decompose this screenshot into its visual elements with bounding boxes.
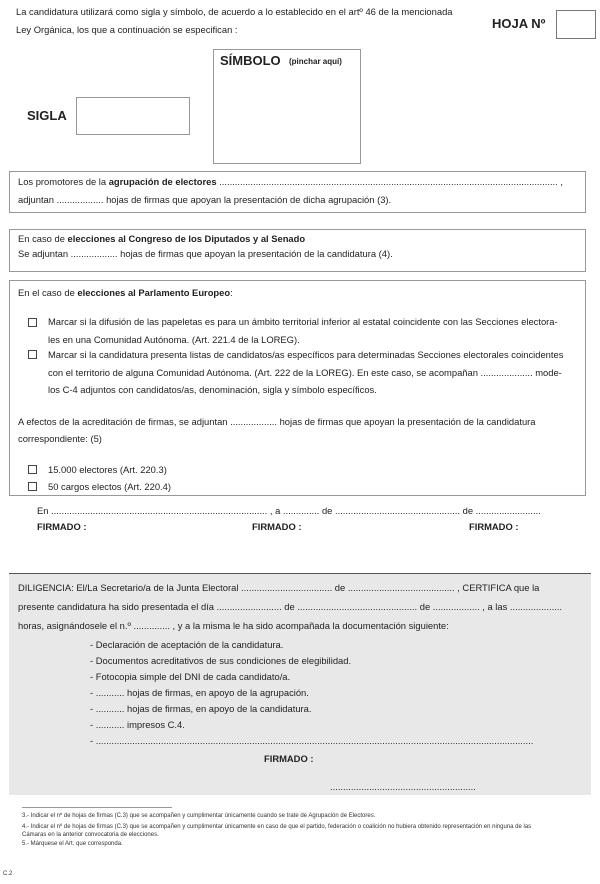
checkbox-listas-especificas[interactable]: [28, 350, 37, 359]
check1-line-2: les en una Comunidad Autónoma. (Art. 221.4 de la LOREG).: [48, 334, 300, 345]
simbolo-label: SÍMBOLO: [220, 53, 281, 68]
diligencia-line-1: DILIGENCIA: El/La Secretario/a de la Junta Electoral ................................... de ......................................... , CERTIFICA que la: [18, 582, 540, 593]
firmado-1: FIRMADO :: [37, 521, 87, 532]
hoja-label: HOJA Nº: [492, 16, 546, 31]
opt2-label: 50 cargos electos (Art. 220.4): [48, 481, 171, 492]
diligencia-firma-line: ........................................................: [330, 781, 476, 792]
opt1-label: 15.000 electores (Art. 220.3): [48, 464, 167, 475]
firmado-3: FIRMADO :: [469, 521, 519, 532]
firmas-line-1: A efectos de la acreditación de firmas, se adjuntan .................. hojas de firmas que apoyan la presentación de la candidatura: [18, 416, 536, 427]
doc-item: - Declaración de aceptación de la candidatura.: [90, 639, 284, 650]
footnote-divider: [22, 807, 172, 808]
sigla-label: SIGLA: [27, 108, 67, 123]
hoja-number-field[interactable]: [556, 10, 596, 39]
congreso-line-1: En caso de elecciones al Congreso de los Diputados y al Senado: [18, 233, 306, 244]
check2-line-1: Marcar si la candidatura presenta listas de candidatos/as específicos para determinadas Secciones electorales coincidentes: [48, 349, 564, 360]
europeo-title: En el caso de elecciones al Parlamento Europeo:: [18, 287, 233, 298]
check1-line-1: Marcar si la difusión de las papeletas es para un ámbito territorial inferior al estatal coincidente con las Secciones electora-: [48, 316, 558, 327]
footnote-5: 5.- Márquese el Art. que corresponda.: [22, 841, 123, 847]
diligencia-line-2: presente candidatura ha sido presentada el día ......................... de .............................................. de .................. , a las ....................: [18, 601, 562, 612]
diligencia-line-3: horas, asignándosele el n.º .............. , y a la misma le ha sido acompañada la documentación siguiente:: [18, 620, 449, 631]
simbolo-image-field[interactable]: [213, 49, 361, 164]
doc-item: - Fotocopia simple del DNI de cada candidato/a.: [90, 671, 291, 682]
check2-line-2: con el territorio de alguna Comunidad Autónoma. (Art. 222 de la LOREG). En este caso, se acompañan .................... mode-: [48, 367, 562, 378]
footnote-3: 3.- Indicar el nº de hojas de firmas (C.3) que se acompañen y cumplimentar únicamente cuando se trate de Agrupación de Electores.: [22, 813, 376, 819]
doc-item: - ........... hojas de firmas, en apoyo de la agrupación.: [90, 687, 309, 698]
agrupacion-line-2: adjuntan .................. hojas de firmas que apoyan la presentación de dicha agrupación (3).: [18, 194, 392, 205]
agrupacion-line-1: Los promotores de la agrupación de electores .................................................................................................................................. ,: [18, 176, 563, 187]
doc-item: - ........... impresos C.4.: [90, 719, 185, 730]
check2-line-3: los C-4 adjuntos con candidatos/as, denominación, sigla y símbolo específicos.: [48, 384, 377, 395]
checkbox-ambito-territorial[interactable]: [28, 318, 37, 327]
footnote-4: 4.- Indicar el nº de hojas de firmas (C.3) que se acompañen y cumplimentar únicamente en caso de que el partido, federación o coalición no hubiera obtenido representación en ninguna de las: [22, 824, 532, 830]
doc-item: - Documentos acreditativos de sus condiciones de elegibilidad.: [90, 655, 352, 666]
checkbox-15000-electores[interactable]: [28, 465, 37, 474]
congreso-line-2: Se adjuntan .................. hojas de firmas que apoyan la presentación de la candidatura (4).: [18, 248, 393, 259]
simbolo-hint: (pinchar aquí): [289, 57, 342, 66]
footnote-4-cont: Cámaras en la anterior convocatoria de elecciones.: [22, 832, 159, 838]
firmado-2: FIRMADO :: [252, 521, 302, 532]
doc-item: - ........................................................................................................................................................................: [90, 735, 534, 746]
sigla-field[interactable]: [76, 97, 190, 135]
place-date-line: En ................................................................................... , a .............. de ................................................ de .........................: [37, 505, 541, 516]
page-code: C.2: [3, 871, 13, 877]
diligencia-firmado: FIRMADO :: [264, 753, 314, 764]
intro-text-line-1: La candidatura utilizará como sigla y símbolo, de acuerdo a lo establecido en el artº 46 de la mencionada: [16, 6, 453, 17]
intro-text-line-2: Ley Orgánica, los que a continuación se especifican :: [16, 24, 238, 35]
firmas-line-2: correspondiente: (5): [18, 433, 102, 444]
checkbox-50-cargos-electos[interactable]: [28, 482, 37, 491]
doc-item: - ........... hojas de firmas, en apoyo de la candidatura.: [90, 703, 312, 714]
